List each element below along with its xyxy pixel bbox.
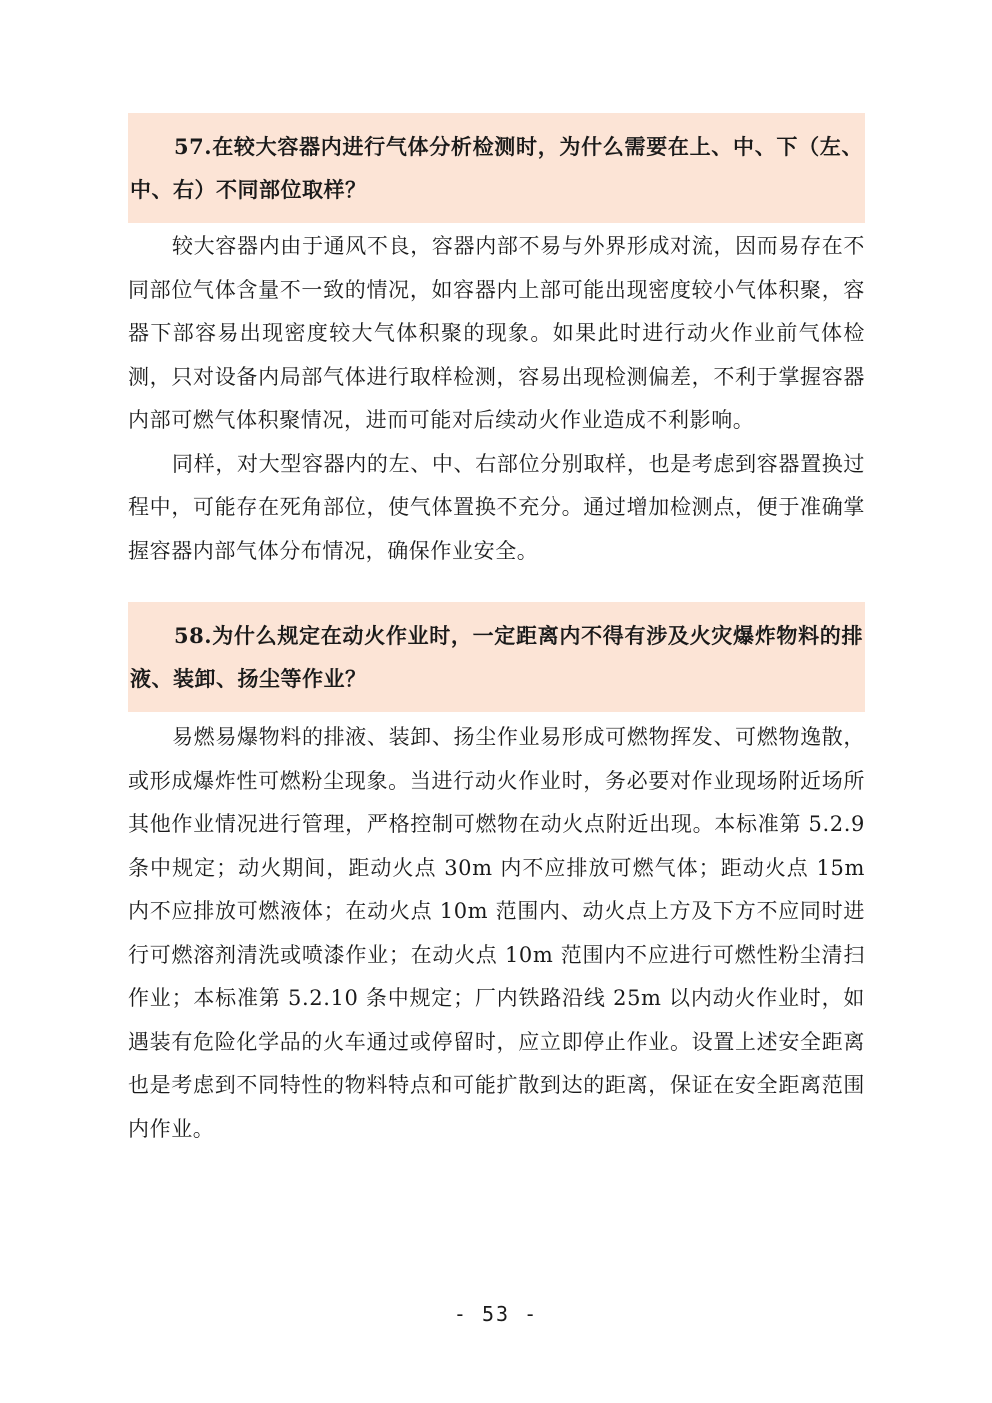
qa-section-57	[128, 113, 865, 573]
question-heading-57: 57.在较大容器内进行气体分析检测时，为什么需要在上、中、下（左、中、右）不同部位取样？	[128, 113, 865, 223]
question-heading-58: 58.为什么规定在动火作业时，一定距离内不得有涉及火灾爆炸物料的排液、装卸、扬尘等作业？	[128, 602, 865, 712]
page-number: - 53 -	[453, 1302, 539, 1326]
qa-section-58	[128, 602, 865, 1151]
answer-paragraph: 易燃易爆物料的排液、装卸、扬尘作业易形成可燃物挥发、可燃物逸散，或形成爆炸性可燃粉尘现象。当进行动火作业时，务必要对作业现场附近场所其他作业情况进行管理，严格控制可燃物在动火点附近出现。本标准第 5.2.9 条中规定；动火期间，距动火点 30m 内不应排放可燃气体；距动火点 15m 内不应排放可燃液体；在动火点 10m 范围内、动火点上方及下方不应同时进行可燃溶剂清洗或喷漆作业；在动火点 10m 范围内不应进行可燃性粉尘清扫作业；本标准第 5.2.10 条中规定；厂内铁路沿线 25m 以内动火作业时，如遇装有危险化学品的火车通过或停留时，应立即停止作业。设置上述安全距离也是考虑到不同特性的物料特点和可能扩散到达的距离，保证在安全距离范围内作业。	[128, 725, 865, 1141]
answer-paragraph: 较大容器内由于通风不良，容器内部不易与外界形成对流，因而易存在不同部位气体含量不一致的情况，如容器内上部可能出现密度较小气体积聚，容器下部容易出现密度较大气体积聚的现象。如果此时进行动火作业前气体检测，只对设备内局部气体进行取样检测，容易出现检测偏差，不利于掌握容器内部可燃气体积聚情况，进而可能对后续动火作业造成不利影响。	[128, 234, 865, 432]
answer-paragraph: 同样，对大型容器内的左、中、右部位分别取样，也是考虑到容器置换过程中，可能存在死角部位，使气体置换不充分。通过增加检测点，便于准确掌握容器内部气体分布情况，确保作业安全。	[128, 451, 865, 563]
